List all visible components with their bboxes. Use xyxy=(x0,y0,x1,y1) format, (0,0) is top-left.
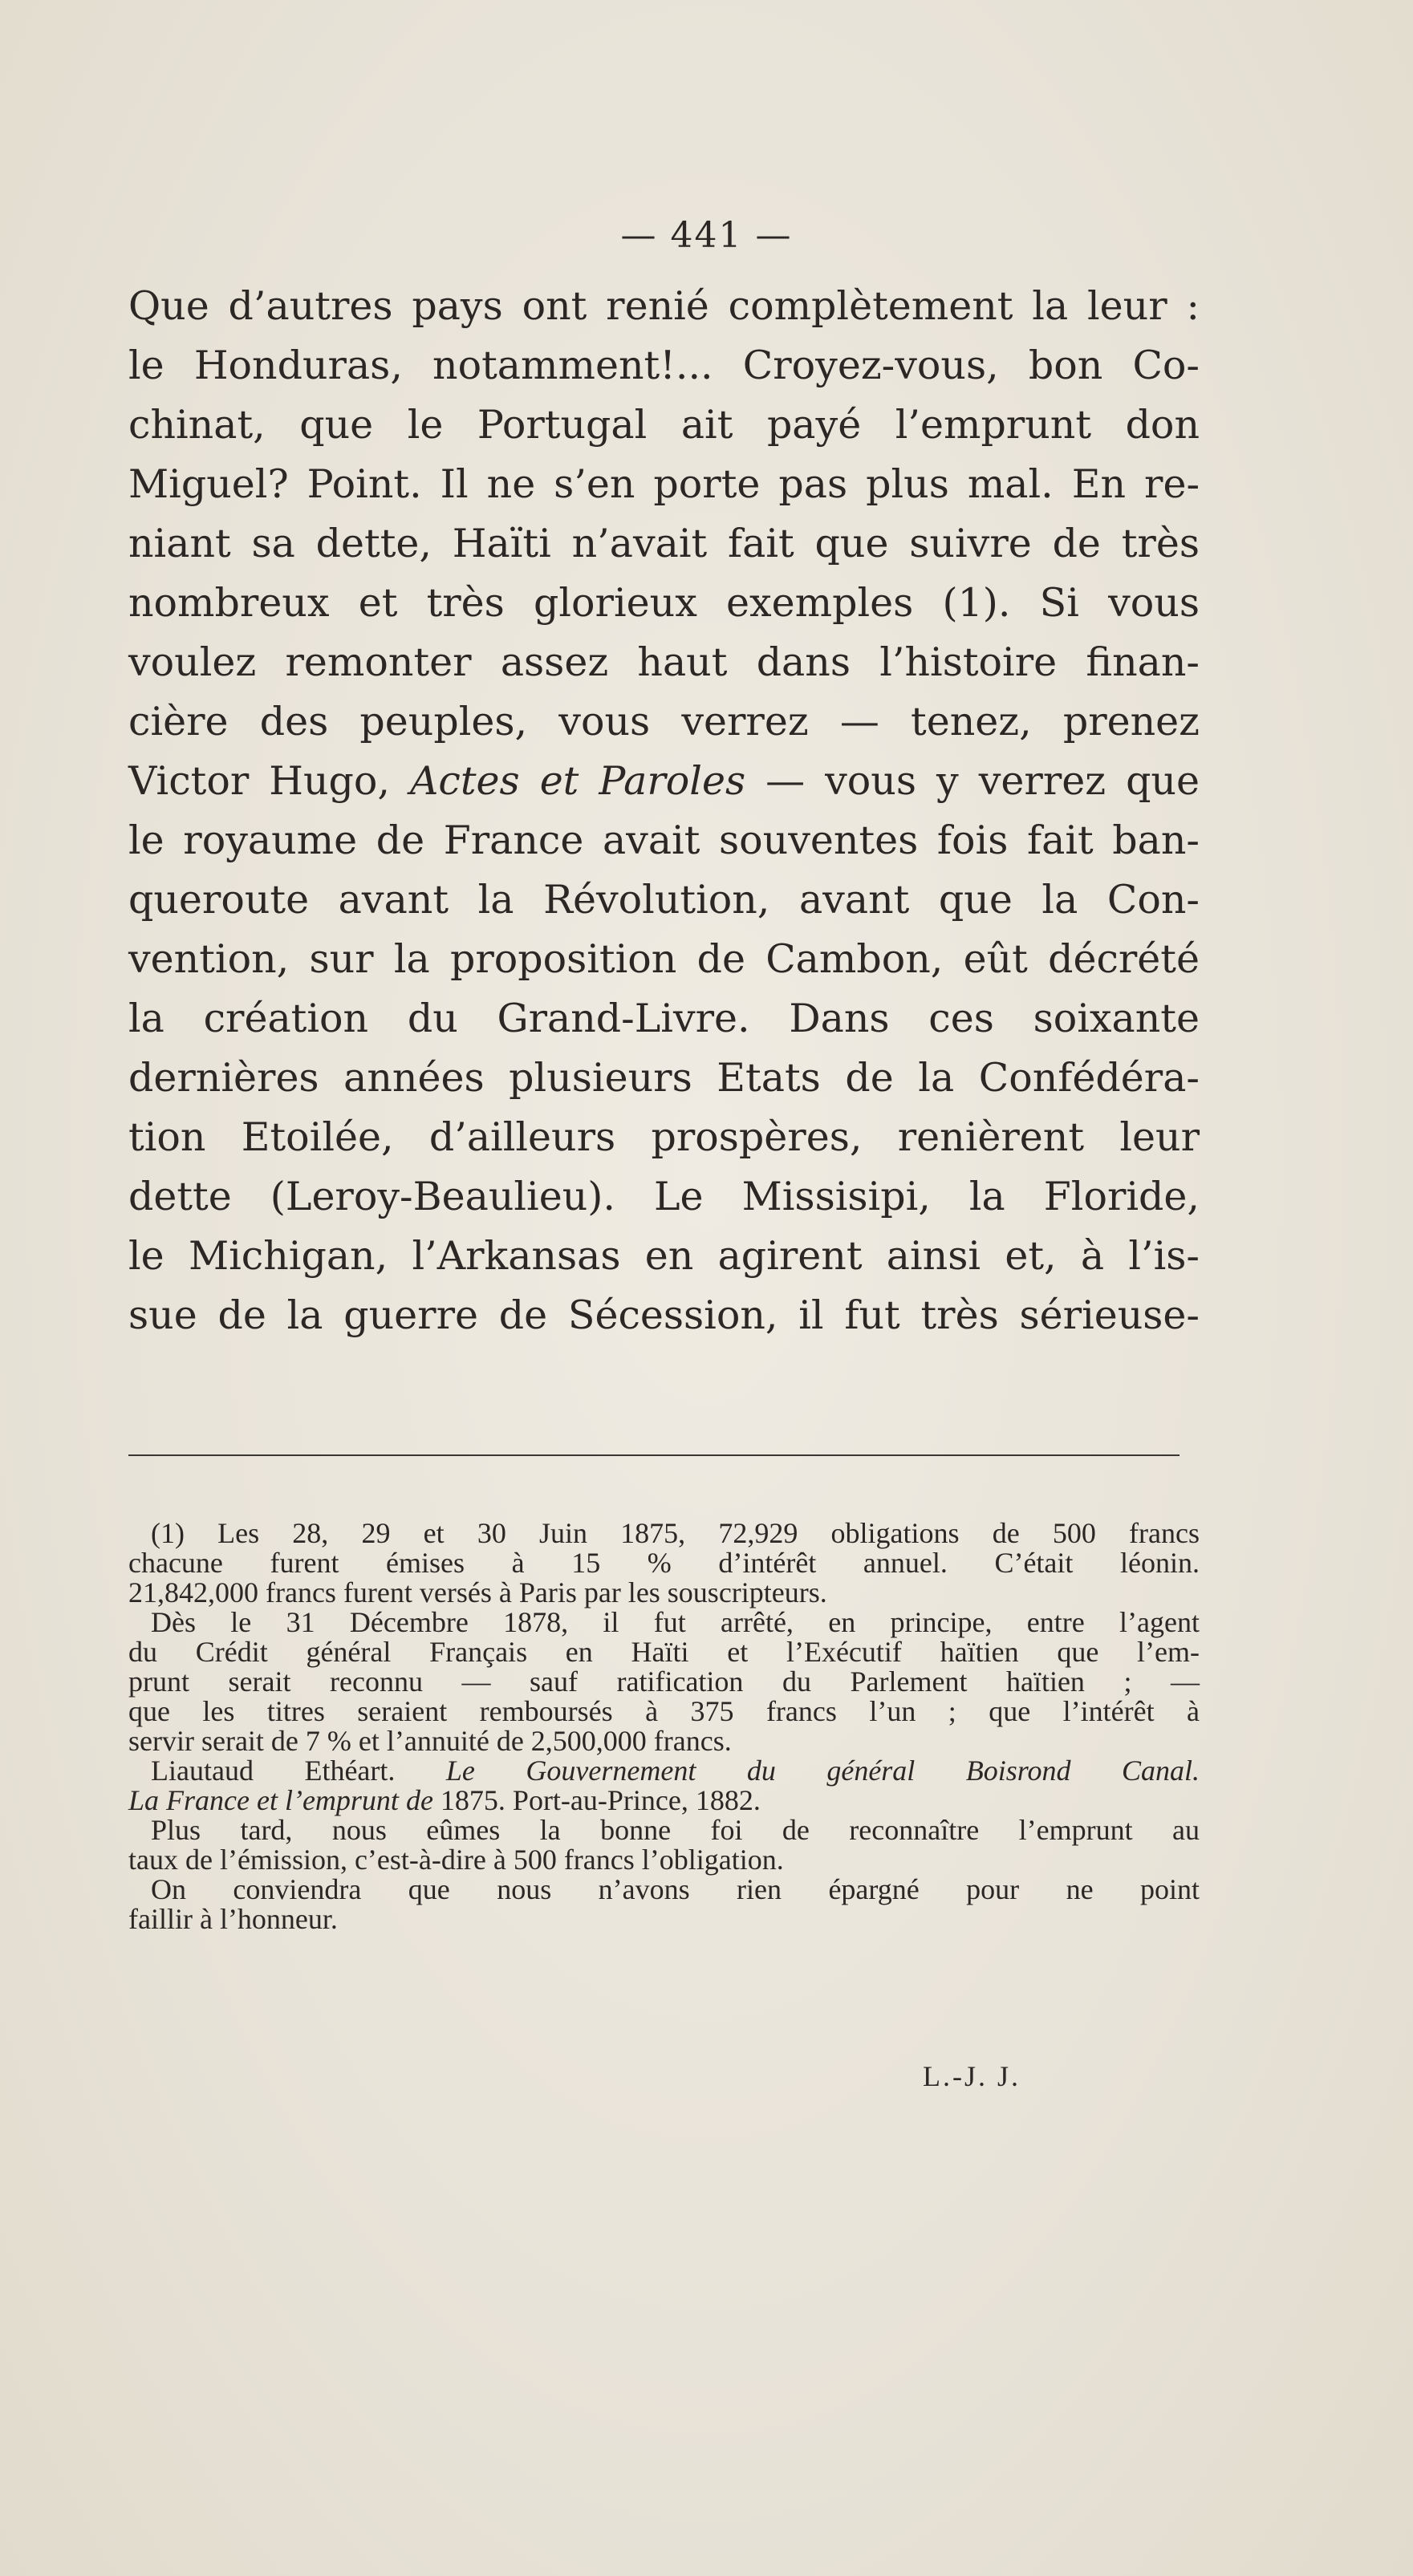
text-line: dernières années plusieurs Etats de la Confédéra- xyxy=(128,1055,1200,1101)
text-line: nombreux et très glorieux exemples (1). Si vous xyxy=(128,580,1200,626)
text-line: tion Etoilée, d’ailleurs prospères, renièrent leur xyxy=(128,1114,1200,1160)
text-line: chinat, que le Portugal ait payé l’emprunt don xyxy=(128,402,1200,448)
footnote-line: chacune furent émises à 15 % d’intérêt annuel. C’était léonin. xyxy=(128,1547,1200,1579)
footnote-line: faillir à l’honneur. xyxy=(128,1903,338,1935)
text-line: Victor Hugo, Actes et Paroles — vous y verrez que xyxy=(128,758,1200,804)
footnote-line: taux de l’émission, c’est-à-dire à 500 francs l’obligation. xyxy=(128,1844,784,1876)
footnote-divider xyxy=(128,1454,1180,1456)
text-line: cière des peuples, vous verrez — tenez, prenez xyxy=(128,699,1200,744)
text-line: la création du Grand-Livre. Dans ces soixante xyxy=(128,996,1200,1041)
signature: L.-J. J. xyxy=(923,2060,1021,2092)
footnote-line: Plus tard, nous eûmes la bonne foi de reconnaître l’emprunt au xyxy=(151,1814,1200,1846)
text-line: Miguel? Point. Il ne s’en porte pas plus mal. En re- xyxy=(128,461,1200,507)
text-line: le Michigan, l’Arkansas en agirent ainsi et, à l’is- xyxy=(128,1233,1200,1279)
footnote-line: du Crédit général Français en Haïti et l’Exécutif haïtien que l’em- xyxy=(128,1636,1200,1668)
text-line: sue de la guerre de Sécession, il fut très sérieuse- xyxy=(128,1292,1200,1338)
text-line: le royaume de France avait souventes fois fait ban- xyxy=(128,817,1200,863)
text-line: queroute avant la Révolution, avant que la Con- xyxy=(128,877,1200,923)
footnote-line: (1) Les 28, 29 et 30 Juin 1875, 72,929 obligations de 500 francs xyxy=(151,1517,1200,1549)
text-line: le Honduras, notamment!... Croyez-vous, bon Co- xyxy=(128,343,1200,388)
footnote-line: prunt serait reconnu — sauf ratification du Parlement haïtien ; — xyxy=(128,1665,1200,1698)
footnote-line: La France et l’emprunt de 1875. Port-au-Prince, 1882. xyxy=(128,1784,761,1816)
footnote-line: 21,842,000 francs furent versés à Paris par les souscripteurs. xyxy=(128,1576,827,1608)
text-line: voulez remonter assez haut dans l’histoire finan- xyxy=(128,639,1200,685)
text-line: dette (Leroy-Beaulieu). Le Missisipi, la Floride, xyxy=(128,1174,1200,1219)
text-line: Que d’autres pays ont renié complètement la leur : xyxy=(128,283,1200,329)
footnote-line: servir serait de 7 % et l’annuité de 2,500,000 francs. xyxy=(128,1725,732,1757)
main-text xyxy=(128,277,1200,1345)
text-line: vention, sur la proposition de Cambon, eût décrété xyxy=(128,936,1200,982)
footnote-line: Liautaud Ethéart. Le Gouvernement du général Boisrond Canal. xyxy=(151,1755,1200,1787)
text-line: niant sa dette, Haïti n’avait fait que suivre de très xyxy=(128,521,1200,566)
footnote-line: que les titres seraient remboursés à 375 francs l’un ; que l’intérêt à xyxy=(128,1695,1200,1727)
page-number: — 441 — xyxy=(620,215,793,256)
footnote-line: On conviendra que nous n’avons rien épargné pour ne point xyxy=(151,1873,1200,1905)
footnote-line: Dès le 31 Décembre 1878, il fut arrêté, en principe, entre l’agent xyxy=(151,1606,1200,1638)
footnotes xyxy=(128,1519,1200,1934)
